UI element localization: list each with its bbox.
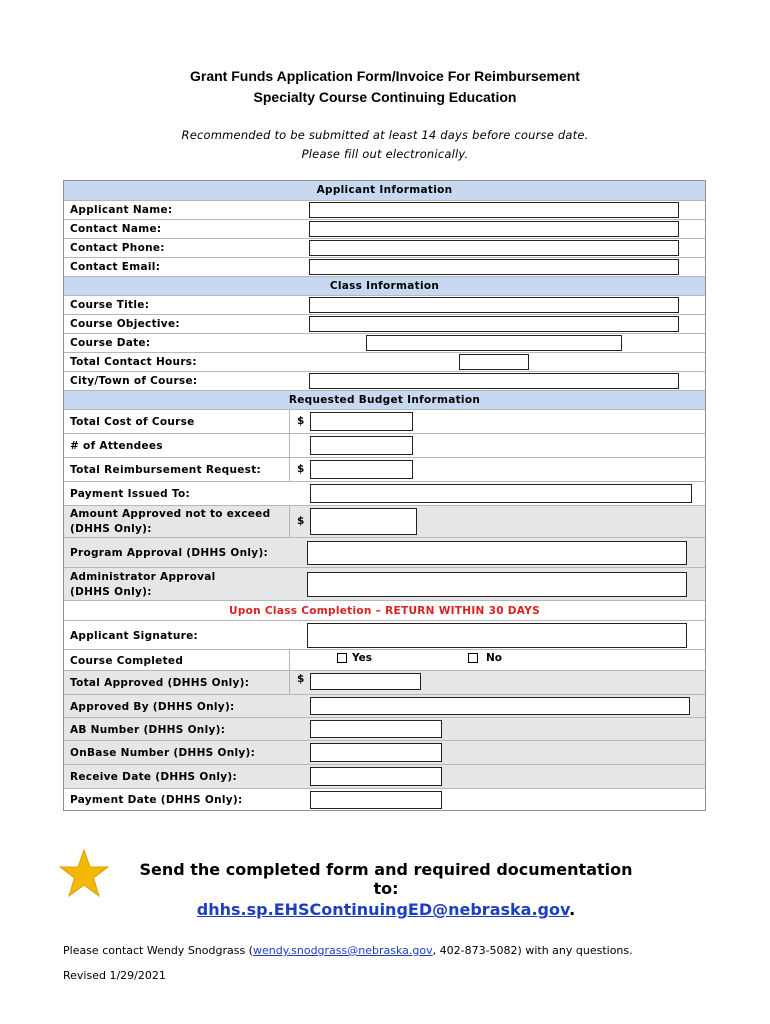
star-icon (58, 848, 110, 904)
contact-prefix: Please contact Wendy Snodgrass ( (63, 944, 253, 957)
total-approved-label: Total Approved (DHHS Only): (70, 677, 250, 689)
payment-date-row (64, 788, 705, 810)
contact-email-label: Contact Email: (70, 261, 161, 273)
applicant-name-row (64, 200, 705, 219)
program-approval-field[interactable] (307, 541, 687, 565)
onbase-label: OnBase Number (DHHS Only): (70, 747, 256, 759)
send-instructions (126, 860, 646, 919)
course-title-row (64, 295, 705, 314)
submission-note: Recommended to be submitted at least 14 days before course date. (181, 128, 589, 142)
course-objective-row (64, 314, 705, 333)
reimbursement-field[interactable] (310, 460, 413, 479)
section-title: Requested Budget Information (288, 394, 481, 406)
contact-suffix: , 402-873-5082) with any questions. (432, 944, 633, 957)
program-approval-row (64, 537, 705, 567)
ab-number-field[interactable] (310, 720, 442, 738)
form-subtitle: Specialty Course Continuing Education (253, 89, 517, 105)
signature-field[interactable] (307, 623, 687, 648)
total-approved-field[interactable] (310, 673, 421, 690)
currency-symbol: $ (297, 463, 305, 475)
city-field[interactable] (309, 373, 679, 389)
course-objective-label: Course Objective: (70, 318, 180, 330)
course-title-label: Course Title: (70, 299, 150, 311)
ab-number-row (64, 717, 705, 740)
section-budget-information (64, 390, 705, 409)
contact-hours-row (64, 352, 705, 371)
attendees-row (64, 433, 705, 457)
signature-row (64, 620, 705, 649)
total-approved-row (64, 670, 705, 694)
contact-hours-label: Total Contact Hours: (70, 356, 197, 368)
applicant-name-field[interactable] (309, 202, 679, 218)
admin-approval-label-2: (DHHS Only): (70, 586, 152, 598)
course-date-label: Course Date: (70, 337, 151, 349)
program-approval-label: Program Approval (DHHS Only): (70, 547, 269, 559)
column-divider (289, 650, 290, 670)
course-completed-label: Course Completed (70, 655, 184, 667)
revision-date: Revised 1/29/2021 (63, 969, 166, 982)
section-class-information (64, 276, 705, 295)
city-label: City/Town of Course: (70, 375, 198, 387)
contact-name-row (64, 219, 705, 238)
course-completed-row (64, 649, 705, 670)
column-divider (289, 458, 290, 481)
amount-approved-row (64, 505, 705, 537)
reimbursement-label: Total Reimbursement Request: (70, 464, 262, 476)
total-cost-row (64, 409, 705, 433)
course-date-field[interactable] (366, 335, 622, 351)
payment-issued-label: Payment Issued To: (70, 488, 190, 500)
onbase-field[interactable] (310, 743, 442, 762)
send-email-line (126, 900, 646, 919)
section-applicant-information (64, 181, 705, 200)
amount-approved-label-2: (DHHS Only): (70, 523, 152, 535)
approved-by-row (64, 694, 705, 717)
amount-approved-label: Amount Approved not to exceed (70, 508, 271, 520)
course-title-field[interactable] (309, 297, 679, 313)
approved-by-field[interactable] (310, 697, 690, 715)
attendees-field[interactable] (310, 436, 413, 455)
contact-hours-field[interactable] (459, 354, 529, 370)
payment-date-field[interactable] (310, 791, 442, 809)
contact-phone-row (64, 238, 705, 257)
yes-label: Yes (352, 652, 373, 664)
column-divider (289, 671, 290, 694)
attendees-label: # of Attendees (70, 440, 163, 452)
currency-symbol: $ (297, 673, 305, 685)
no-checkbox[interactable] (468, 653, 478, 663)
section-title: Upon Class Completion – RETURN WITHIN 30 DAYS (229, 605, 540, 617)
column-divider (289, 506, 290, 537)
onbase-row (64, 740, 705, 764)
no-label: No (486, 652, 503, 664)
send-line: Send the completed form and required documentation to: (139, 860, 633, 898)
currency-symbol: $ (297, 415, 305, 427)
contact-name-label: Contact Name: (70, 223, 162, 235)
application-form (63, 180, 706, 811)
contact-email-row (64, 257, 705, 276)
payment-date-label: Payment Date (DHHS Only): (70, 794, 243, 806)
contact-name-field[interactable] (309, 221, 679, 237)
applicant-name-label: Applicant Name: (70, 204, 173, 216)
section-title: Class Information (329, 280, 440, 292)
admin-approval-field[interactable] (307, 572, 687, 597)
contact-phone-label: Contact Phone: (70, 242, 165, 254)
send-period: . (569, 900, 576, 919)
payment-issued-field[interactable] (310, 484, 692, 503)
receive-date-label: Receive Date (DHHS Only): (70, 771, 238, 783)
yes-checkbox[interactable] (337, 653, 347, 663)
form-title: Grant Funds Application Form/Invoice For Reimbursement (190, 68, 580, 84)
course-date-row (64, 333, 705, 352)
currency-symbol: $ (297, 515, 305, 527)
amount-approved-field[interactable] (310, 508, 417, 535)
payment-issued-row (64, 481, 705, 505)
admin-approval-row (64, 567, 705, 600)
total-cost-field[interactable] (310, 412, 413, 431)
contact-email-field[interactable] (309, 259, 679, 275)
column-divider (289, 434, 290, 457)
submission-email-link[interactable]: dhhs.sp.EHSContinuingED@nebraska.gov (196, 900, 570, 919)
receive-date-field[interactable] (310, 767, 442, 786)
contact-email-link[interactable]: wendy.snodgrass@nebraska.gov (252, 944, 433, 957)
receive-date-row (64, 764, 705, 788)
city-row (64, 371, 705, 390)
approved-by-label: Approved By (DHHS Only): (70, 701, 235, 713)
course-objective-field[interactable] (309, 316, 679, 332)
ab-number-label: AB Number (DHHS Only): (70, 724, 226, 736)
contact-line (63, 944, 633, 957)
contact-phone-field[interactable] (309, 240, 679, 256)
reimbursement-row (64, 457, 705, 481)
column-divider (289, 410, 290, 433)
total-cost-label: Total Cost of Course (70, 416, 195, 428)
section-title: Applicant Information (316, 184, 453, 196)
admin-approval-label: Administrator Approval (70, 571, 216, 583)
signature-label: Applicant Signature: (70, 630, 199, 642)
section-class-completion (64, 600, 705, 620)
fill-note: Please fill out electronically. (301, 147, 469, 161)
